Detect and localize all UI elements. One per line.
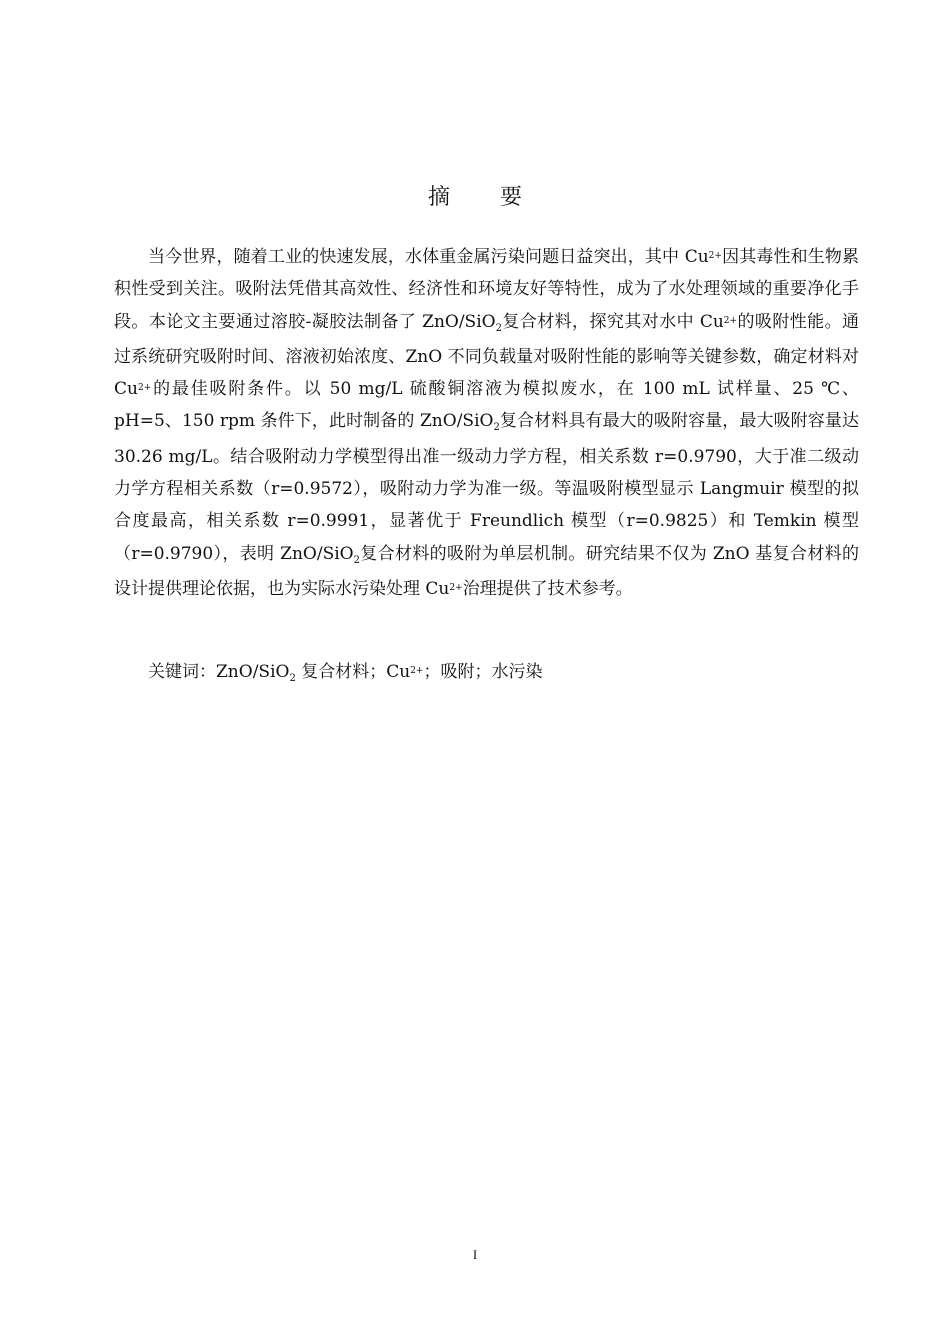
keyword-material-rest: 复合材料；Cu (295, 662, 411, 682)
superscript-charge: 2+ (708, 251, 722, 261)
superscript-charge: 2+ (723, 315, 738, 326)
abstract-text-2: 因其毒性和生物累积性受到关注。吸附法凭借其高效性、经济性和环境友好等特性，成为了水处理领域的重要净化手段。本论文主要通过溶胶-凝胶法制备了 ZnO/SiO (114, 247, 860, 332)
keyword-rest: ；吸附；水污染 (423, 662, 543, 682)
subscript-index: 2 (289, 673, 296, 684)
keywords-label: 关键词： (148, 662, 216, 682)
abstract-text-1: 当今世界，随着工业的快速发展，水体重金属污染问题日益突出，其中 Cu (148, 247, 709, 267)
heading-char-1: 摘 (427, 185, 450, 210)
superscript-charge: 2+ (449, 582, 463, 593)
heading-char-2: 要 (500, 185, 523, 210)
subscript-index: 2 (493, 422, 500, 434)
abstract-text-3: 复合材料，探究其对水中 Cu (501, 311, 724, 332)
abstract-heading (0, 180, 950, 211)
abstract-text-5: 的最佳吸附条件。以 50 mg/L 硫酸铜溶液为模拟废水，在 100 mL 试样量、25 ℃、pH=5、150 rpm 条件下，此时制备的 ZnO/SiO (114, 379, 859, 432)
abstract-text-8: 治理提供了技术参考。 (462, 578, 633, 599)
superscript-charge: 2+ (410, 666, 424, 676)
abstract-text-7: 复合材料的吸附为单层机制。研究结果不仅为 ZnO 基复合材料的设计提供理论依据，也为实际水污染处理 Cu (114, 543, 859, 599)
keyword-material: ZnO/SiO (216, 662, 290, 682)
subscript-index: 2 (495, 322, 502, 334)
page-number: I (472, 1247, 478, 1262)
abstract-paragraph (114, 241, 859, 605)
subscript-index: 2 (353, 554, 360, 566)
keywords-line (148, 656, 848, 691)
abstract-text-6: 复合材料具有最大的吸附容量，最大吸附容量达 30.26 mg/L。结合吸附动力学模型得出准一级动力学方程，相关系数 r=0.9790，大于准二级动力学方程相关系数（r=0.9572），吸附动力学为准一级。等温吸附模型显示 Langmuir 模型的拟合度最高，相关系数 r=0.9991，显著优于 Freundlich 模型（r=0.9825）和 Temkin 模型（r=0.9790），表明 ZnO/SiO (114, 411, 859, 564)
superscript-charge: 2+ (137, 383, 152, 394)
abstract-text-4: 的吸附性能。通过系统研究吸附时间、溶液初始浓度、ZnO 不同负载量对吸附性能的影响等关键参数，确定材料对 Cu (114, 311, 860, 400)
